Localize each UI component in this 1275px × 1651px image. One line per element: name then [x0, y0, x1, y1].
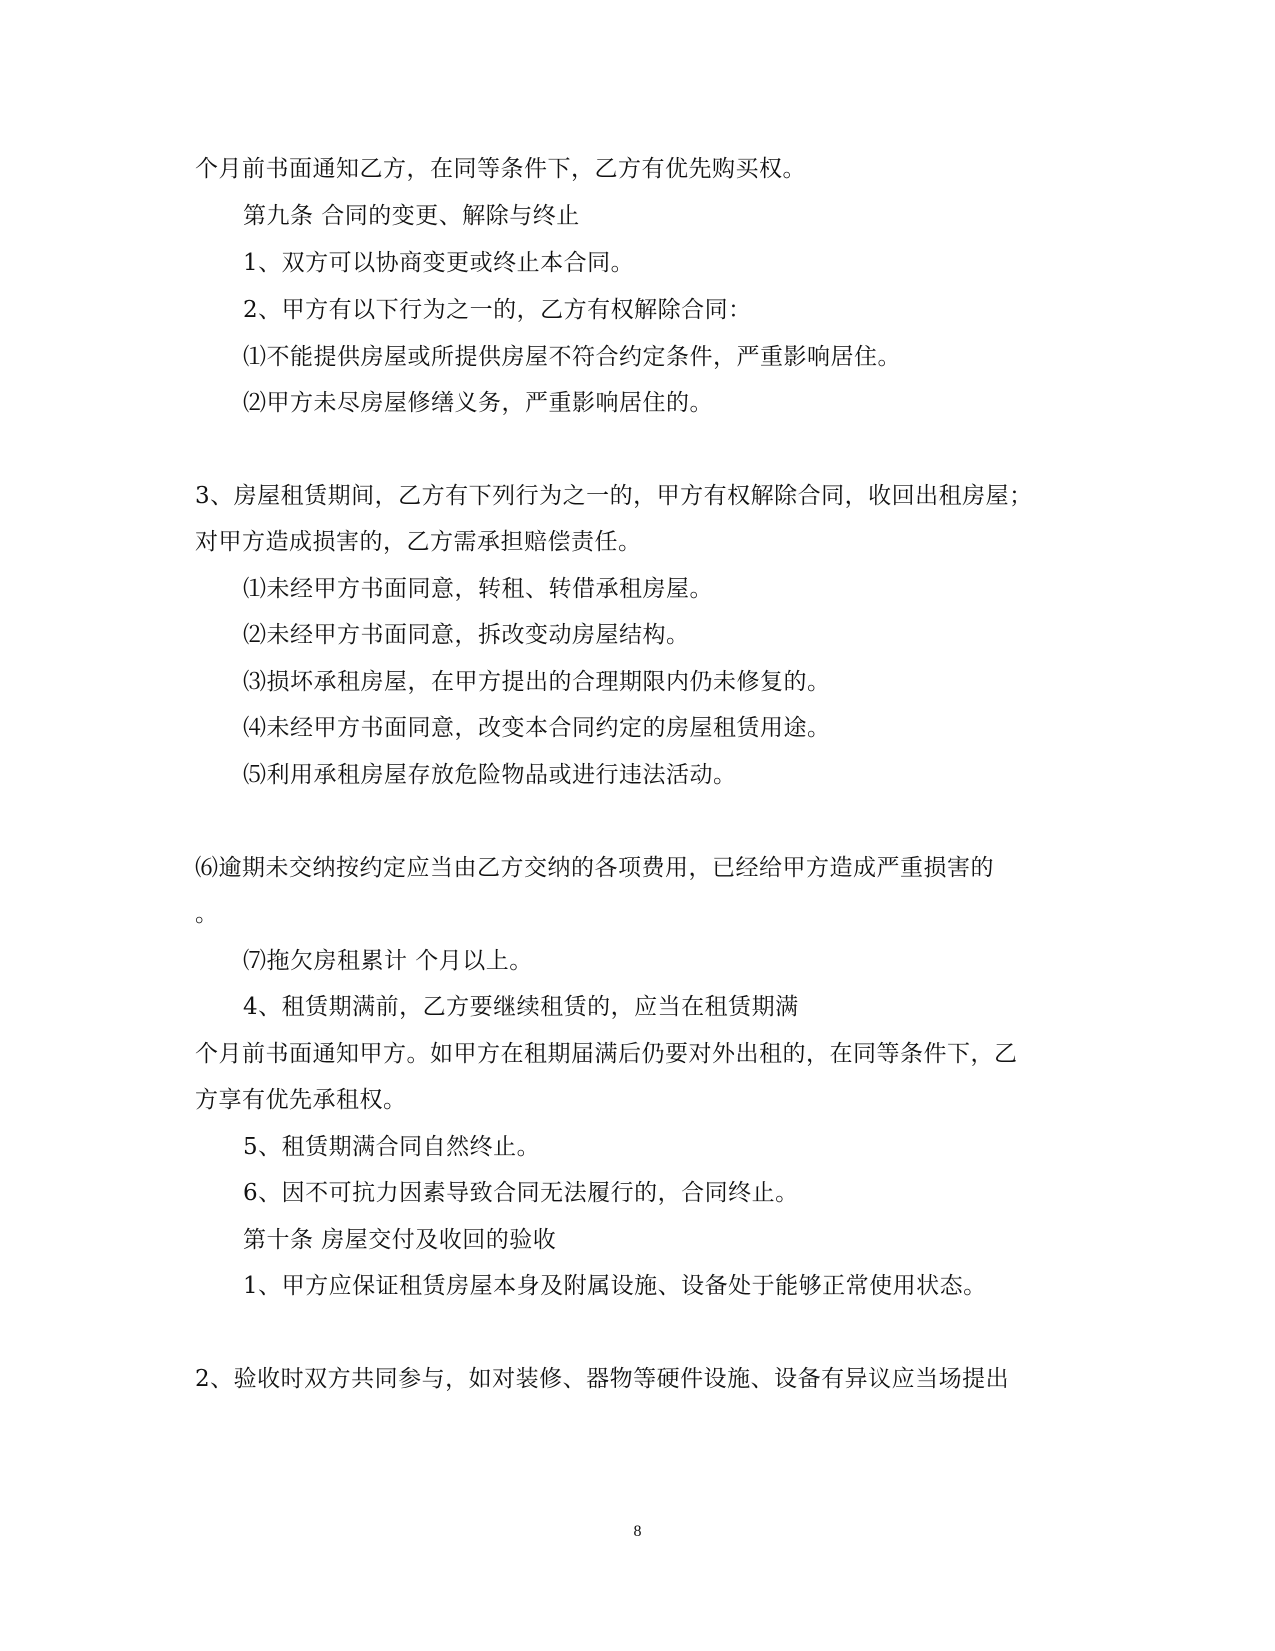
text-line: 5、租赁期满合同自然终止。 — [243, 1134, 541, 1160]
text-line: ⑵甲方未尽房屋修缮义务，严重影响居住的。 — [243, 390, 713, 416]
text-line: ⑸利用承租房屋存放危险物品或进行违法活动。 — [243, 762, 737, 788]
text-line: ⑷未经甲方书面同意，改变本合同约定的房屋租赁用途。 — [243, 715, 831, 741]
text-line: 。 — [195, 901, 219, 927]
text-line: 2、验收时双方共同参与，如对装修、器物等硬件设施、设备有异议应当场提出 — [195, 1366, 1010, 1392]
text-line: ⑺拖欠房租累计 个月以上。 — [243, 948, 533, 974]
text-line: 1、甲方应保证租赁房屋本身及附属设施、设备处于能够正常使用状态。 — [243, 1273, 987, 1299]
section-heading: 第九条 合同的变更、解除与终止 — [243, 203, 580, 229]
text-line: 方享有优先承租权。 — [195, 1087, 407, 1113]
text-line: ⑴未经甲方书面同意，转租、转借承租房屋。 — [243, 576, 713, 602]
text-line: 1、双方可以协商变更或终止本合同。 — [243, 250, 635, 276]
text-line: 个月前书面通知甲方。如甲方在租期届满后仍要对外出租的，在同等条件下，乙 — [195, 1041, 1018, 1067]
text-line: ⑴不能提供房屋或所提供房屋不符合约定条件，严重影响居住。 — [243, 344, 901, 370]
text-line: ⑶损坏承租房屋，在甲方提出的合理期限内仍未修复的。 — [243, 669, 831, 695]
text-line: 个月前书面通知乙方，在同等条件下，乙方有优先购买权。 — [195, 156, 806, 182]
text-line: 2、甲方有以下行为之一的，乙方有权解除合同： — [243, 297, 752, 323]
text-line: 3、房屋租赁期间，乙方有下列行为之一的，甲方有权解除合同，收回出租房屋； — [195, 483, 1033, 509]
text-line: ⑵未经甲方书面同意，拆改变动房屋结构。 — [243, 622, 690, 648]
text-line: ⑹逾期未交纳按约定应当由乙方交纳的各项费用，已经给甲方造成严重损害的 — [195, 855, 994, 881]
text-line: 对甲方造成损害的，乙方需承担赔偿责任。 — [195, 529, 642, 555]
text-line: 6、因不可抗力因素导致合同无法履行的，合同终止。 — [243, 1180, 799, 1206]
page-number: 8 — [633, 1523, 642, 1540]
section-heading: 第十条 房屋交付及收回的验收 — [243, 1227, 557, 1253]
text-line: 4、租赁期满前，乙方要继续租赁的，应当在租赁期满 — [243, 994, 799, 1020]
